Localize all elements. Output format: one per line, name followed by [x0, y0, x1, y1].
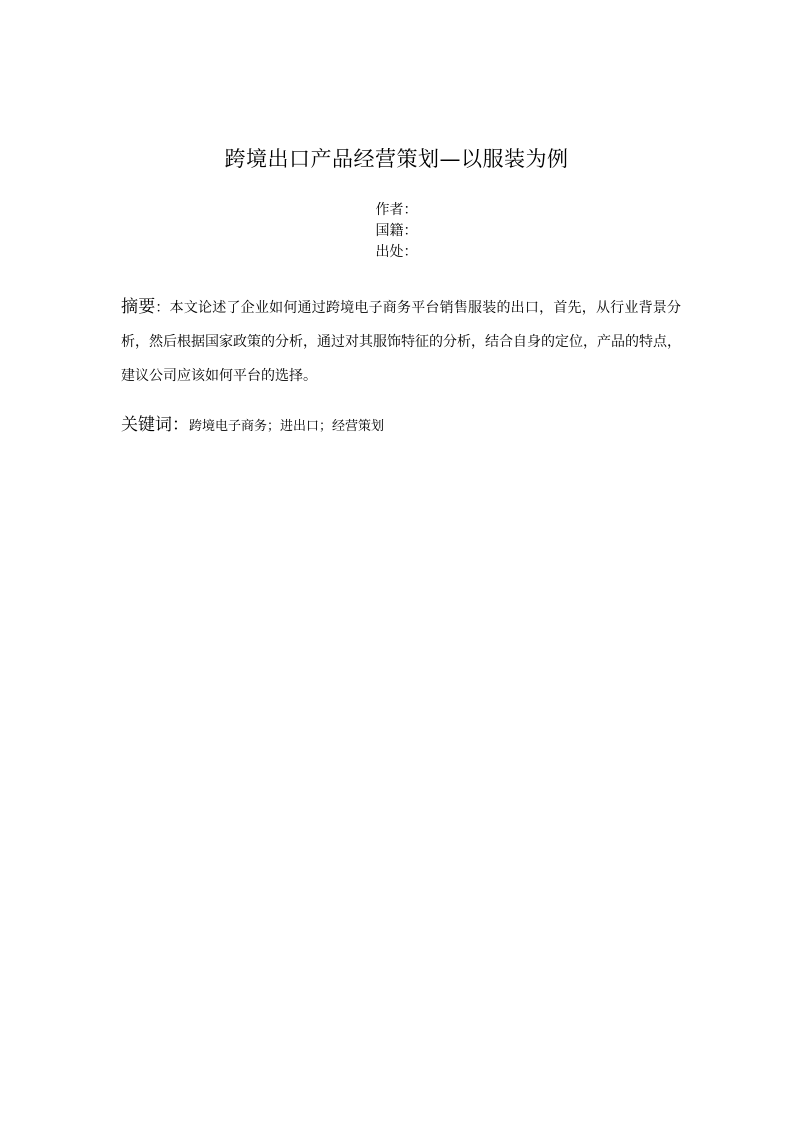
document-title: 跨境出口产品经营策划—以服装为例: [224, 147, 569, 171]
abstract-text: ：本文论述了企业如何通过跨境电子商务平台销售服装的出口，首先，从行业背景分析，然后根据国家政策的分析，通过对其服饰特征的分析，结合自身的定位，产品的特点，建议公司应该如何平台的选择。: [121, 300, 681, 384]
keywords-label: 关键词：: [121, 415, 189, 435]
keywords-text: 跨境电子商务；进出口；经营策划: [189, 419, 385, 434]
abstract-paragraph: [121, 290, 681, 393]
nationality-label: 国籍：: [375, 223, 418, 239]
keywords-line: [121, 410, 681, 442]
source-label: 出处：: [375, 244, 418, 260]
document-meta: [0, 200, 793, 263]
author-label: 作者：: [375, 202, 418, 218]
abstract-label: 摘要: [121, 297, 156, 317]
